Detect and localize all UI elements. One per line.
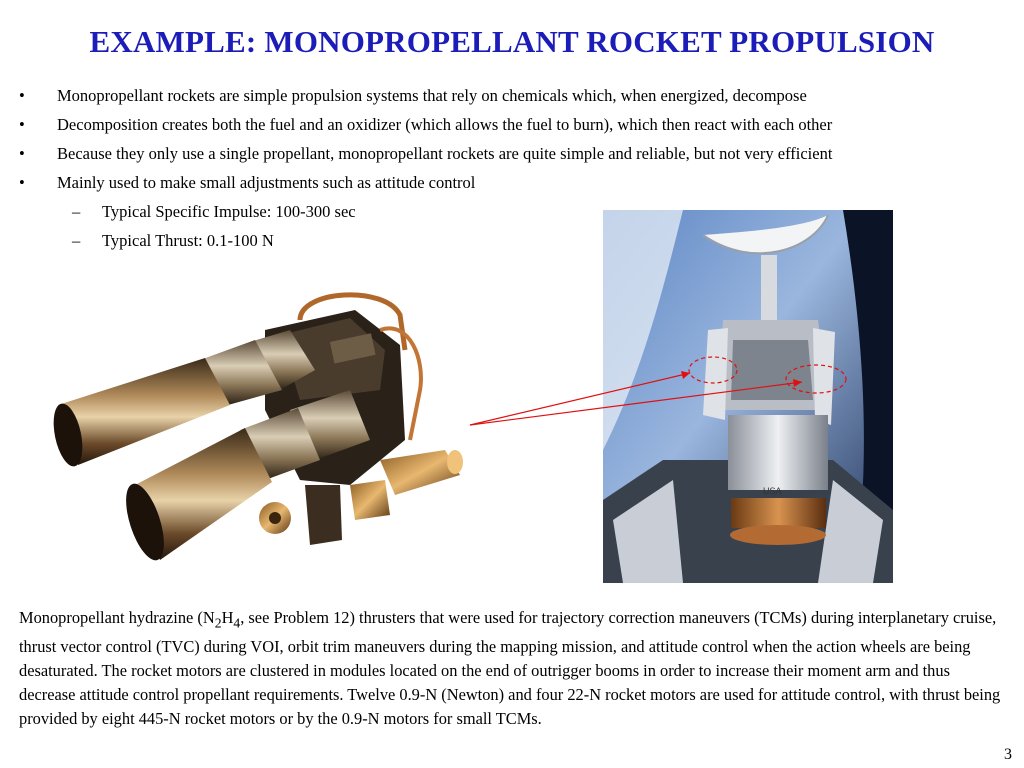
bullet-mark: • (19, 173, 25, 192)
bullet-mark: • (19, 115, 25, 134)
sub-bullet-mark: – (72, 202, 81, 221)
bullet-text: Because they only use a single propellant, monopropellant rockets are quite simple and reliable, but not very efficient (57, 144, 833, 163)
usa-label: USA (763, 486, 782, 496)
arrow-left (470, 373, 690, 425)
slide-title: EXAMPLE: MONOPROPELLANT ROCKET PROPULSION (89, 24, 935, 59)
page-number: 3 (1004, 746, 1012, 763)
sub-bullet-text: Typical Specific Impulse: 100-300 sec (102, 202, 356, 221)
bullet-text: Decomposition creates both the fuel and an oxidizer (which allows the fuel to burn), which then react with each other (57, 115, 833, 134)
sub-bullet-text: Typical Thrust: 0.1-100 N (102, 231, 274, 250)
bullet-text: Mainly used to make small adjustments such as attitude control (57, 173, 476, 192)
bullet-text: Monopropellant rockets are simple propulsion systems that rely on chemicals which, when energized, decompose (57, 86, 807, 105)
bullet-mark: • (19, 144, 25, 163)
sub-bullet-mark: – (72, 231, 81, 250)
figure-caption: Monopropellant hydrazine ($N_2H_4$, see Problem 12) thrusters that were used for trajectory correction maneuvers (TCMs) during interplanetary cruise, thrust vector control (TVC) during VOI, orbit trim maneuvers during the mapping mission, and attitude control when the action wheels are being desaturated. The rocket motors are clustered in modules located on the end of outrigger booms in order to increase their moment arm and thus decrease attitude control propellant requirements. Twelve 0.9-N (Newton) and four 22-N rocket motors are used for attitude control, with thrust being provided by eight 445-N rocket motors or by the 0.9-N motors for small TCMs. (19, 608, 1001, 729)
arrow-right (470, 382, 802, 425)
bullet-mark: • (19, 86, 25, 105)
